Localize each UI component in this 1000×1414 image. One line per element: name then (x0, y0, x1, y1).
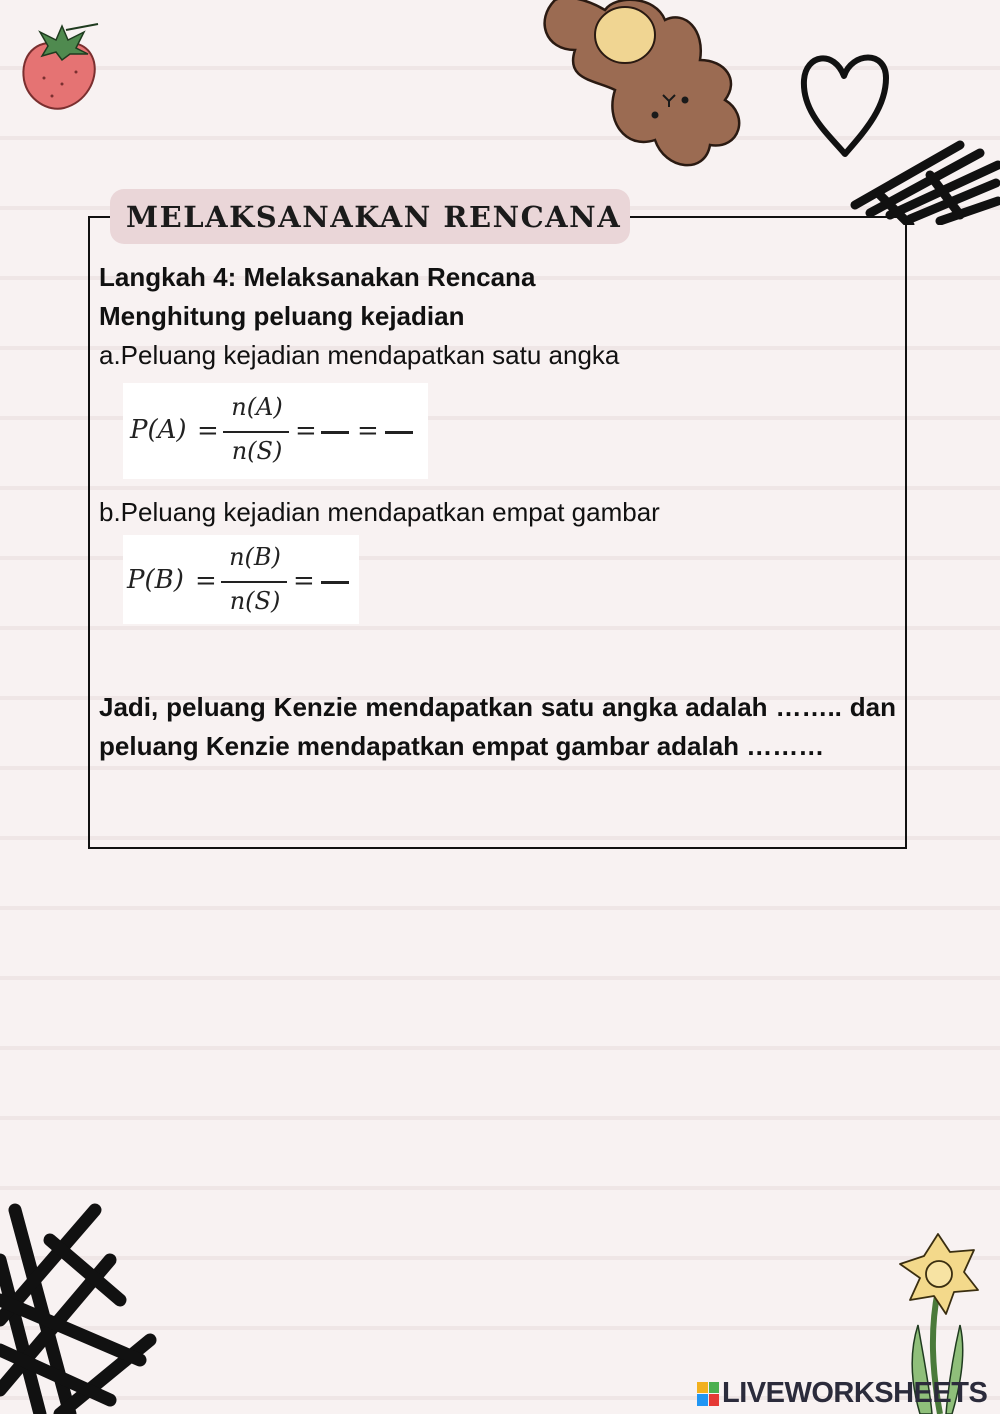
formula-a-blank-fraction[interactable] (321, 431, 349, 434)
formula-a-fraction-line (223, 431, 289, 433)
formula-a (123, 383, 428, 479)
formula-a-lhs: P(A) (130, 415, 187, 445)
strawberry-icon (18, 22, 104, 114)
conclusion-text: Jadi, peluang Kenzie mendapatkan satu angka adalah …….. dan peluang Kenzie mendapatkan empat gambar adalah ……… (99, 692, 896, 761)
step-subtitle: Menghitung peluang kejadian (99, 301, 465, 331)
formula-b-denominator: n(S) (229, 587, 281, 615)
formula-b-equals: = (195, 566, 217, 596)
section-title: MELAKSANAKAN RENCANA (126, 199, 622, 234)
formula-b (123, 535, 359, 624)
formula-b-equals: = (293, 566, 315, 596)
logo-icon (697, 1382, 719, 1406)
bear-icon (535, 0, 750, 180)
step-title: Langkah 4: Melaksanakan Rencana (99, 262, 536, 292)
item-b-label: b.Peluang kejadian mendapatkan empat gambar (99, 497, 660, 527)
section-title-badge (110, 189, 630, 244)
formula-b-lhs: P(B) (127, 565, 184, 595)
formula-b-fraction-line (221, 581, 287, 583)
formula-a-equals: = (295, 416, 317, 446)
formula-a-blank-fraction[interactable] (385, 431, 413, 434)
item-a-label: a.Peluang kejadian mendapatkan satu angka (99, 340, 620, 370)
scribble-icon (850, 135, 1000, 225)
formula-a-numerator: n(A) (231, 393, 283, 421)
formula-a-equals: = (357, 416, 379, 446)
logo-text: LIVEWORKSHEETS (722, 1377, 988, 1409)
formula-b-blank-fraction[interactable] (321, 581, 349, 584)
formula-a-equals: = (197, 416, 219, 446)
formula-a-denominator: n(S) (231, 437, 283, 465)
liveworksheets-logo (697, 1377, 987, 1410)
formula-b-numerator: n(B) (229, 543, 281, 571)
scribble-icon (0, 1200, 160, 1414)
